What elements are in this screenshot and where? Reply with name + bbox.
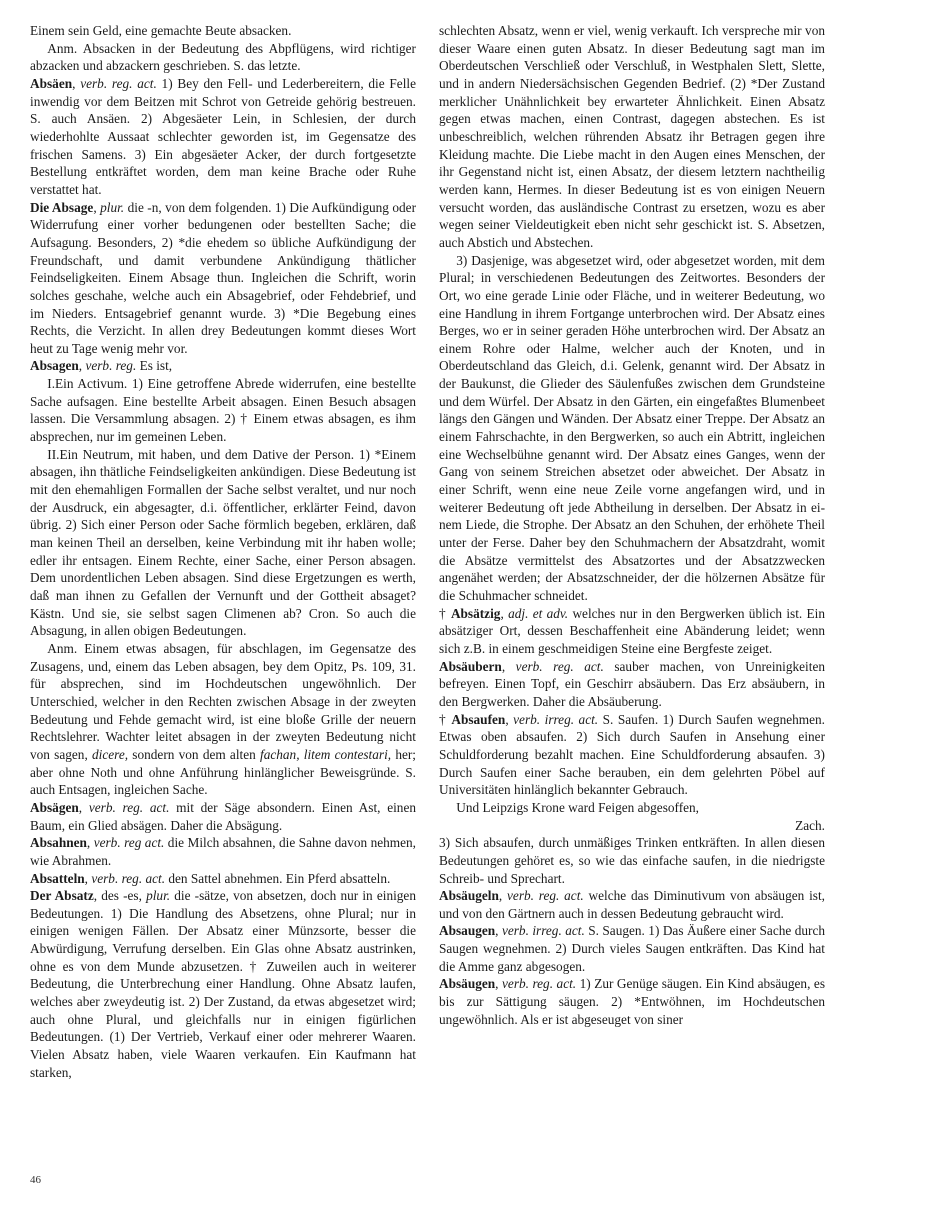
headword: Absahnen <box>30 835 87 851</box>
grammar-label: verb. reg. act. <box>91 870 166 886</box>
entry-text: S. Saugen. 1) Das Äußere einer Sache durch Saugen wegnehmen. 2) Durch vieles Saugen entkräften. Das Kind hat die Amme ganz abgesogen. <box>439 923 826 974</box>
dictionary-paragraph <box>30 22 416 40</box>
entry-text: her; aber ohne Noth und ohne Anführung hinlänglicher Beweisgründe. S. auch Entsagen, ingleichen Sache. <box>30 746 416 798</box>
entry-text: welche das Diminutivum von absäugen ist, und von den Gärtnern auch in dessen Bedeutung gebraucht wird. <box>439 888 825 921</box>
grammar-label: fachan, litem contestari, <box>260 746 392 762</box>
headword: Absäubern <box>439 658 502 674</box>
headword: Absatteln <box>30 870 85 886</box>
headword: Absaugen <box>439 923 496 939</box>
headword: Absäugen <box>439 976 496 992</box>
verse-quote <box>439 799 825 817</box>
grammar-label: verb. reg. act. <box>515 658 604 674</box>
entry-text: 3) Dasjenige, was abgesetzet wird, oder abgesetzet worden, mit dem Plural; in verschiedenen Bedeutungen des Zeitwortes. Besonders der Ort, wo eine gerade Linie oder Fläche, und in weiterer Bedeutung, wo eine Handlung in ihrem Fortgange unterbrochen wird. Der Absatz eines Berges, wo er in seiner geraden Höhe unterbrochen wird. Der Absatz an einem Rohre oder Halme, welcher auch der Knoten, und in Oberdeutschland das Gleich, d.i. Gelenk, genannt wird. Der Absatz in der Baukunst, die Glieder des Säulenfußes zwischen dem Grundsteine und dem Würfel. Der Absatz in den Gärten, ein eingefaßtes Blumenbeet längs den Gängen und Wänden. Der Absatz einer Treppe. Der Absatz an einem Fahrschachte, in den Bergwerken, so auch ein Abtritt, ingleichen eine Wechselbühne genannt wird. Der Absatz eines Ganges, wenn der Gang von seinem Streichen absetzet oder abweichet. Der Absatz in einer Schrift, wenn eine neue Zeile vorne angefangen wird, und in weiterer Bedeutung oft jede Abtheilung in derselben. Der Absatz in einem Liede, die Strophe. Der Absatz an den Schuhen, der erhöhete Theil unter der Ferse. Daher bey den Schuhmachern der Absatzdraht, womit die Absätze vermittelst des Absatzortes und der Absatzzwecken angenähet werden; der Absatzschneider, der die hölzernen Absätze für die Schuhmacher schneidet. <box>439 252 825 603</box>
entry-text: , <box>84 870 92 886</box>
grammar-label: verb. reg. act. <box>80 75 157 91</box>
entry-text: schlechten Absatz, wenn er viel, wenig verkauft. Ich verspreche mir von dieser Waare einen guten Absatz. In dieser Bedeutung sagt man im Oberdeutschen Verschließ oder Verschluß, in Westphalen Slett, Slette, und in andern Niedersächsischen Gegenden Bedrief. (2) *Der Zustand merklicher Unähnlichkeit bey erwarteter Ähnlichkeit. Einen Absatz gegen etwas machen, einen Contrast, dagegen abstechen. Es ist unbeschreiblich, welchen rührenden Absatz ihr Betragen gegen ihre Kleidung machte. Die Liebe macht in den Augen eines Menschen, der ihr Gegenstand nicht ist, einen Absatz, der diesem letztern nachtheilig werden kann, Hermes. In dieser Bedeutung ist es von einigen Neuern versucht worden, das ausländische Contrast zu ersetzen, wozu es aber wegen seiner Vieldeutigkeit eben nicht sehr geschickt ist. S. Absetzen, auch Abstich und Abstechen. <box>439 23 825 250</box>
headword: Absätzig <box>450 605 501 621</box>
entry-text: Und Leipzigs Krone ward Feigen abgesoffen, <box>456 799 700 815</box>
entry-text: Einem sein Geld, eine gemachte Beute absacken. <box>30 23 292 38</box>
grammar-label: plur. <box>100 199 125 215</box>
entry-text: Zach. <box>795 817 825 833</box>
entry-text: mit der Säge absondern. Einen Ast, einen Baum, ein Glied absägen. Daher die Absägung. <box>30 799 417 833</box>
dictionary-paragraph <box>30 40 416 75</box>
headword: Absagen <box>30 358 79 374</box>
grammar-label: verb. reg. act. <box>88 799 170 815</box>
entry-text: † <box>439 711 452 727</box>
entry-text: , <box>78 358 86 374</box>
entry-text: sondern von dem alten <box>128 746 261 762</box>
dictionary-paragraph <box>30 640 416 799</box>
dictionary-paragraph <box>30 357 416 375</box>
dictionary-paragraph <box>439 252 825 605</box>
dictionary-paragraph <box>439 922 825 975</box>
entry-text: , <box>495 976 503 992</box>
entry-text: S. Saufen. 1) Durch Saufen wegnehmen. Etwas oben absaufen. 2) Sich durch Saufen in Ansehung einer Schuldforderung bezahlt machen. Eine Schuldforderung absaufen. 3) Durch Saufen einer Sache berauben, ein dem gelehrten Pöbel auf Universitäten hinlänglich bekannter Gebrauch. <box>439 711 825 798</box>
dictionary-paragraph <box>30 375 416 446</box>
dictionary-paragraph <box>30 199 416 358</box>
page-number: 46 <box>30 1174 41 1186</box>
entry-text: Anm. Einem etwas absagen, für abschlagen, im Gegensatze des Zusagens, und, einem das Leben absagen, bey dem Opitz, Ps. 109, 31. für absprechen, sind im Hochdeutschen ungewöhnlich. Der Unterschied, welcher in den Rechten zwischen Absage in der zweyten Bedeutung und Fehde gemacht wird, ist eine bloße Grille der neuern Rechtslehrer. Wachter leitet absagen in der zweyten Bedeutung nicht von sagen, <box>30 640 416 762</box>
dictionary-paragraph <box>30 446 416 640</box>
dictionary-paragraph <box>30 834 416 869</box>
entry-text: , <box>93 199 101 215</box>
dictionary-paragraph <box>439 975 825 1028</box>
right-column <box>439 22 825 1028</box>
dictionary-paragraph <box>439 711 825 799</box>
dictionary-paragraph <box>30 799 416 834</box>
dictionary-paragraph <box>439 22 825 252</box>
grammar-label: verb. reg act. <box>93 835 165 851</box>
entry-text: , <box>498 888 508 904</box>
dictionary-paragraph <box>30 75 416 199</box>
grammar-label: plur. <box>146 888 171 904</box>
entry-text: den Sattel abnehmen. Ein Pferd absatteln. <box>165 870 391 886</box>
entry-text: , <box>501 658 516 674</box>
entry-text: Es ist, <box>136 358 173 374</box>
headword: Absäen <box>30 75 73 91</box>
entry-text: , <box>500 605 509 621</box>
grammar-label: dicere, <box>92 746 129 762</box>
entry-text: , des -es, <box>93 888 147 904</box>
entry-text: II.Ein Neutrum, mit haben, und dem Dative der Person. 1) *Einem absagen, ihn thätliche Feindseligkeiten ankündigen. Diese Bedeutung ist mit den ehemahligen Formallen der Sache selbst veraltet, und nur noch der Ausdruck, ein abgesagter, d.i. öffentlicher, erklärter Feind, davon übrig. 2) Sich einer Person oder Sache förmlich begeben, erklären, daß man keinen Theil an derselben, keine Verbindung mit ihr haben wolle; edler ihr entsagen. Einem Rechte, einer Sache, einer Person absagen. Dem unordentlichen Leben absagen. Sind diese Ergetzungen es werth, daß man ihnen zu Gefallen der Vernunft und der Gottheit absaget? Kästn. Und sie, sie selbst sagen Climenen ab? Cron. So auch die Absagung, in allen obigen Bedeutungen. <box>30 446 416 639</box>
entry-text: , <box>72 75 81 91</box>
grammar-label: verb. reg. <box>85 358 137 374</box>
dictionary-paragraph <box>30 887 416 1081</box>
dictionary-paragraph <box>439 605 825 658</box>
entry-text: 3) Sich absaufen, durch unmäßiges Trinken entkräften. In allen diesen Bedeutungen gehöret es, so wie das einfache saufen, in die niedrigste Schreib- und Sprechart. <box>439 835 825 886</box>
entry-text: Anm. Absacken in der Bedeutung des Abpflügens, wird richtiger abzacken und abzackern geschrieben. S. das letzte. <box>30 40 416 74</box>
headword: Die Absage <box>30 199 94 215</box>
entry-text: , <box>505 711 514 727</box>
dictionary-paragraph <box>439 887 825 922</box>
dictionary-paragraph <box>439 834 825 887</box>
quote-attribution <box>439 817 825 835</box>
entry-text: 1) Zur Genüge säugen. Ein Kind absäugen, es bis zur Sättigung säugen. 2) *Entwöhnen, im Hochdeutschen ungewöhnlich. Als er ist abgeseuget von siner <box>439 976 825 1027</box>
headword: Absaufen <box>451 711 506 727</box>
grammar-label: adj. et adv. <box>508 605 569 621</box>
dictionary-paragraph <box>30 870 416 888</box>
entry-text: welches nur in den Bergwerken üblich ist. Ein absätziger Ort, dessen Beschaffenheit eine Abänderung leidet; wenn sich z.B. in einem geschmeidigen Steine eine Bergfeste zeiget. <box>439 605 825 656</box>
entry-text: , <box>86 835 94 851</box>
dictionary-paragraph <box>439 658 825 711</box>
grammar-label: verb. irreg. act. <box>513 711 599 727</box>
entry-text: I.Ein Activum. 1) Eine getroffene Abrede widerrufen, eine bestellte Sache aufsagen. Eine bestellte Arbeit absagen. Einen Besuch absagen lassen. Die Versammlung absagen. 2) † Einem etwas absagen, es ihm absprechen, nur im gemeinen Leben. <box>30 376 416 445</box>
entry-text: die -sätze, von absetzen, doch nur in einigen Bedeutungen. 1) Die Handlung des Absetzens, ohne Plural; nur in einigen wenigen Fällen. Der Absatz einer Münzsorte, besser die Abwürdigung, Verrufung derselben. Ein Glas ohne Absatz austrinken, ohne es von dem Munde abzusetzen. † Zuweilen auch in weiterer Bedeutung, die Unterbrechung einer Handlung. Ohne Absatz laufen, welches aber zweydeutig ist. 2) Der Zustand, da etwas abgesetzet wird; auch ohne Plural, und gleichfalls nur in einigen figürlichen Bedeutungen. (1) Der Vertrieb, Verkauf einer oder mehrerer Waaren. Vielen Absatz haben, viele Waaren verkaufen. Ein Kaufmann hat starken, <box>30 888 416 1080</box>
entry-text: † <box>439 605 451 621</box>
headword: Der Absatz <box>30 888 94 904</box>
left-column <box>30 22 416 1081</box>
entry-text: die -n, von dem folgenden. 1) Die Aufkündigung oder Widerrufung einer vorher bedungenen oder bestellten Sache; die Aufsagung. Besonders, 2) *die ehedem so übliche Aufkündigung der Freundschaft, und damit verbundene Ankündigung thätlicher Feindseligkeiten. Einem Absage thun. Ingleichen die Schrift, worin solches geschahe, welche auch ein Absagebrief, oder Fehdebrief, und im Nieders. Entsagebrief genannt wurde. 3) *Die Begebung eines Rechts, die Verzicht. In allen drey Bedeutungen kommt dieses Wort heut zu Tage wenig mehr vor. <box>30 199 417 356</box>
entry-text: , <box>495 923 502 939</box>
entry-text: 1) Bey den Fell- und Lederbereitern, die Felle inwendig vor dem Beitzen mit Schrot von Getreide gehörig bestreuen. S. auch Ansäen. 2) Abgesäeter Lein, in Schlesien, der durch wiederhohlte Aussaat schlechter geworden ist, im Gegensatze des frischen Samens. 3) Ein abgesäeter Acker, der durch fortgesetzte Bestellung entkräftet worden, dem man keine Brache oder Ruhe verstattet hat. <box>30 75 416 197</box>
grammar-label: verb. reg. act. <box>507 888 584 904</box>
headword: Absägen <box>30 799 79 815</box>
headword: Absäugeln <box>439 888 499 904</box>
entry-text: , <box>78 799 89 815</box>
grammar-label: verb. reg. act. <box>502 976 577 992</box>
entry-text: sauber machen, von Unreinigkeiten befreyen. Einen Topf, ein Geschirr absäubern. Das Erz absäubern, in den Bergwerken. Daher die Absäuberung. <box>439 658 825 709</box>
grammar-label: verb. irreg. act. <box>501 923 585 939</box>
entry-text: die Milch absahnen, die Sahne davon nehmen, wie Abrahmen. <box>30 835 416 868</box>
